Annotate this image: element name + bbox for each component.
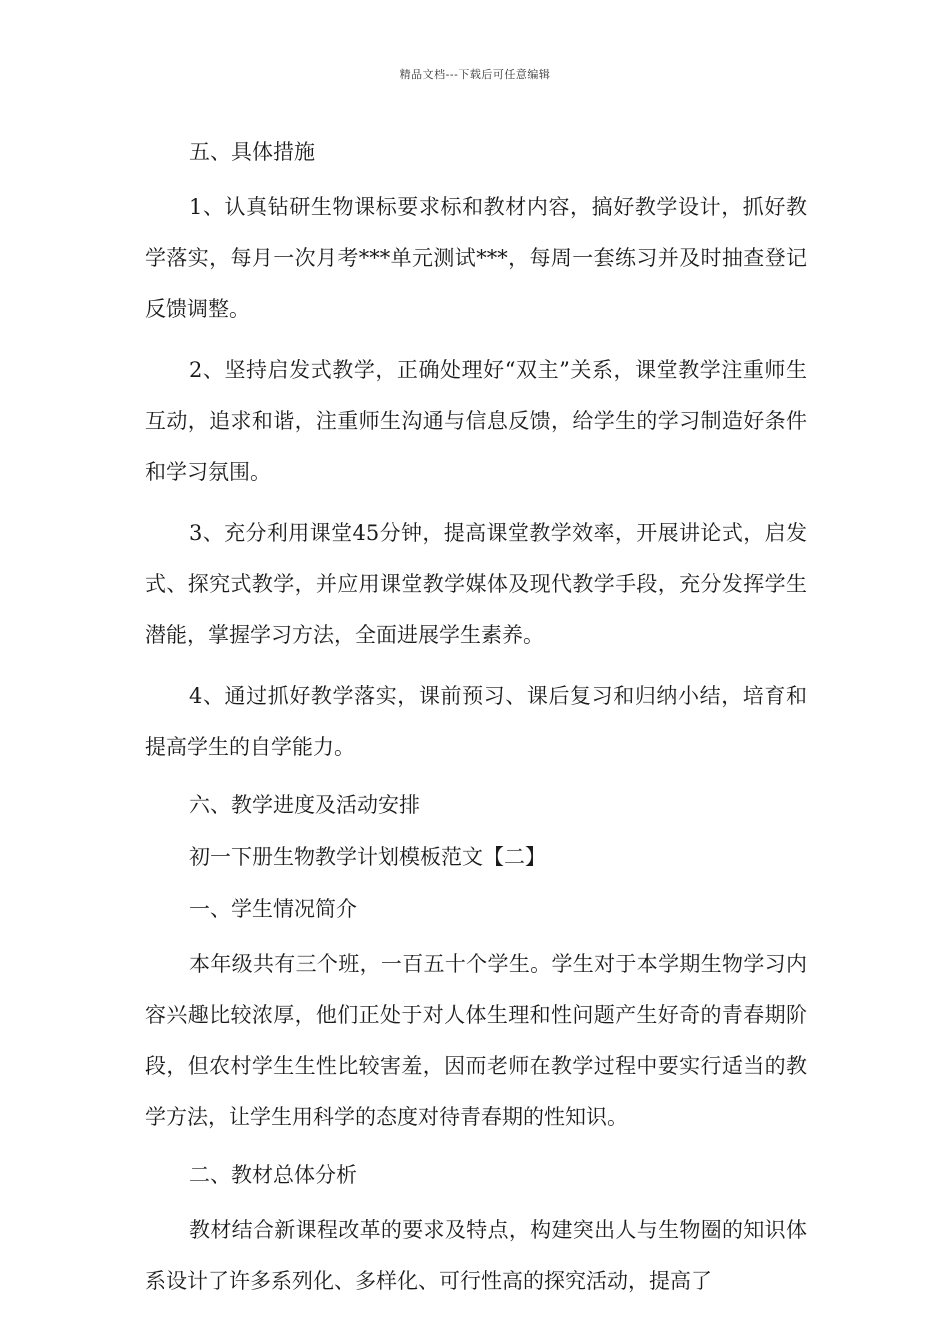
paragraph-measure-1: 1、认真钻研生物课标要求标和教材内容，搞好教学设计，抓好教学落实，每月一次月考***单元测试***，每周一套练习并及时抽查登记反馈调整。 [145,195,807,321]
document-body [145,130,807,1317]
paragraph-textbook: 教材结合新课程改革的要求及特点，构建突出人与生物圈的知识体系设计了许多系列化、多样化、可行性高的探究活动，提高了 [145,1218,807,1293]
section-heading-measures: 五、具体措施 [189,140,315,164]
page-header: 精品文档---下载后可任意编辑 [399,68,551,81]
paragraph-students: 本年级共有三个班，一百五十个学生。学生对于本学期生物学习内容兴趣比较浓厚，他们正处于对人体生理和性问题产生好奇的青春期阶段，但农村学生生性比较害羞，因而老师在教学过程中要实行适当的教学方法，让学生用科学的态度对待青春期的性知识。 [145,952,807,1129]
paragraph-measure-4: 4、通过抓好教学落实，课前预习、课后复习和归纳小结，培育和提高学生的自学能力。 [145,684,807,759]
document-title-part-two: 初一下册生物教学计划模板范文【二】 [189,845,546,869]
section-heading-students: 一、学生情况简介 [189,897,357,921]
section-heading-schedule: 六、教学进度及活动安排 [189,793,420,817]
section-heading-textbook: 二、教材总体分析 [189,1163,357,1187]
paragraph-measure-2: 2、坚持启发式教学，正确处理好“双主”关系，课堂教学注重师生互动，追求和谐，注重师生沟通与信息反馈，给学生的学习制造好条件和学习氛围。 [145,358,807,484]
paragraph-measure-3: 3、充分利用课堂45分钟，提高课堂教学效率，开展讲论式，启发式、探究式教学，并应用课堂教学媒体及现代教学手段，充分发挥学生潜能，掌握学习方法，全面进展学生素养。 [145,521,807,647]
